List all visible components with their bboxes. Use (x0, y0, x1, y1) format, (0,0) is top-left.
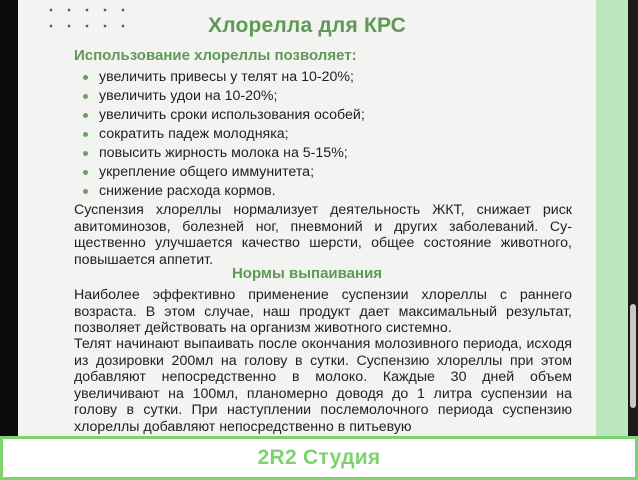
section-subtitle: Использование хлореллы позволяет: (74, 47, 357, 64)
list-item: сократить падеж молодняка; (80, 125, 365, 144)
list-item: увеличить привесы у телят на 10-20%; (80, 68, 365, 87)
list-item: снижение расхода кормов. (80, 182, 365, 201)
watermark-banner (0, 436, 638, 480)
bullet-icon (83, 113, 88, 118)
watermark-text: 2R2 Студия (257, 446, 381, 469)
accent-strip (596, 0, 628, 440)
list-item: увеличить удои на 10-20%; (80, 87, 365, 106)
benefits-list (80, 68, 365, 201)
bullet-icon (83, 151, 88, 156)
paragraph-early-age: Наиболее эффективно применение суспензии хлореллы с раннего возраста. В этом случае, наш продукт дает максимальный результат, позволяет действовать на организм животного системно. (74, 287, 572, 337)
bullet-icon (83, 189, 88, 194)
paragraph-suspension-effects: Суспензия хлореллы нормализует деятельность ЖКТ, снижает риск авитоминозов, болезней ног, пневмоний и других заболеваний. Су-щественно улучшается качество шерсти, общее состояние животного, повышается аппетит. (74, 202, 572, 268)
page-title: Хлорелла для КРС (207, 14, 407, 37)
document-page (18, 0, 596, 440)
section-heading-norms: Нормы выпаивания (231, 265, 383, 282)
list-item: увеличить сроки использования особей; (80, 106, 365, 125)
bullet-icon (83, 132, 88, 137)
scrollbar-thumb[interactable] (630, 304, 636, 408)
bullet-icon (83, 170, 88, 175)
list-item: повысить жирность молока на 5-15%; (80, 144, 365, 163)
list-item: укрепление общего иммунитета; (80, 163, 365, 182)
paragraph-calves-dosage: Телят начинают выпаивать после окончания молозивного периода, исходя из дозировки 200мл на голову в сутки. Суспензию хлореллы при этом добавляют непосредственно в молоко. Каждые 30 дней объем увеличивают на 100мл, планомерно доводя до 1 литра суспензии на голову в сутки. При наступлении послемолочного периода суспензию хлореллы добавляют непосредственно в питьевую (74, 336, 572, 435)
bullet-icon (83, 75, 88, 80)
bullet-icon (83, 94, 88, 99)
